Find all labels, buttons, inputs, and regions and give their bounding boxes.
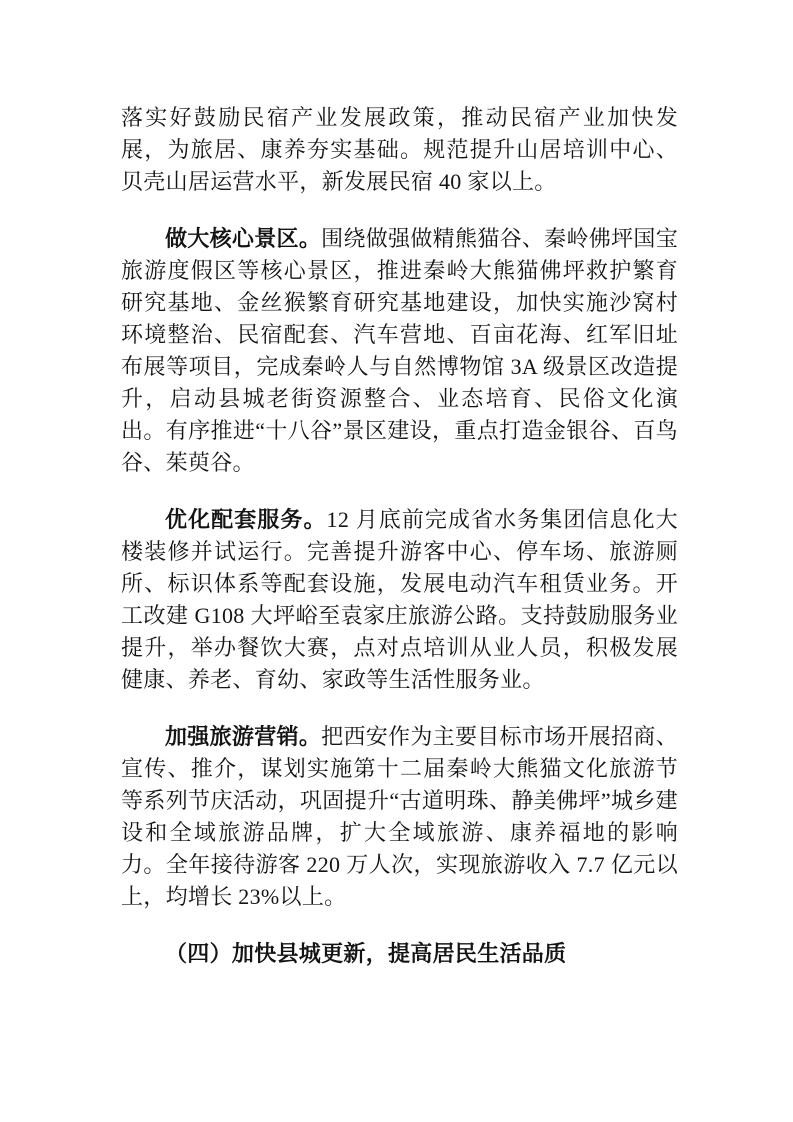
paragraph-supporting-services xyxy=(121,504,678,696)
paragraph-tourism-marketing xyxy=(121,721,678,913)
paragraph-body: 把西安作为主要目标市场开展招商、宣传、推介，谋划实施第十二届秦岭大熊猫文化旅游节等系列节庆活动，巩固提升“古道明珠、静美佛坪”城乡建设和全域旅游品牌，扩大全域旅游、康养福地的影响力。全年接待游客 220 万人次，实现旅游收入 7.7 亿元以上，均增长 23%以上。 xyxy=(121,724,678,909)
paragraph-minsu-continuation xyxy=(121,102,678,198)
paragraph-core-scenic-areas xyxy=(121,223,678,479)
section-heading-county-renewal: （四）加快县城更新，提高居民生活品质 xyxy=(165,941,567,966)
paragraph-body: 12 月底前完成省水务集团信息化大楼装修并试运行。完善提升游客中心、停车场、旅游厕所、标识体系等配套设施，发展电动汽车租赁业务。开工改建 G108 大坪峪至袁家庄旅游公路。支持鼓励服务业提升，举办餐饮大赛，点对点培训从业人员，积极发展健康、养老、育幼、家政等生活性服务业。 xyxy=(121,507,678,692)
paragraph-body: 围绕做强做精熊猫谷、秦岭佛坪国宝旅游度假区等核心景区，推进秦岭大熊猫佛坪救护繁育研究基地、金丝猴繁育研究基地建设，加快实施沙窝村环境整治、民宿配套、汽车营地、百亩花海、红军旧址布展等项目，完成秦岭人与自然博物馆 3A 级景区改造提升，启动县城老街资源整合、业态培育、民俗文化演出。有序推进“十八谷”景区建设，重点打造金银谷、百鸟谷、茱萸谷。 xyxy=(121,226,678,475)
paragraph-body: 落实好鼓励民宿产业发展政策，推动民宿产业加快发展，为旅居、康养夯实基础。规范提升山居培训中心、贝壳山居运营水平，新发展民宿 40 家以上。 xyxy=(121,105,678,194)
paragraph-lead: 做大核心景区。 xyxy=(165,226,322,251)
document-body xyxy=(121,102,678,970)
paragraph-lead: 加强旅游营销。 xyxy=(165,724,322,749)
paragraph-lead: 优化配套服务。 xyxy=(165,507,327,532)
